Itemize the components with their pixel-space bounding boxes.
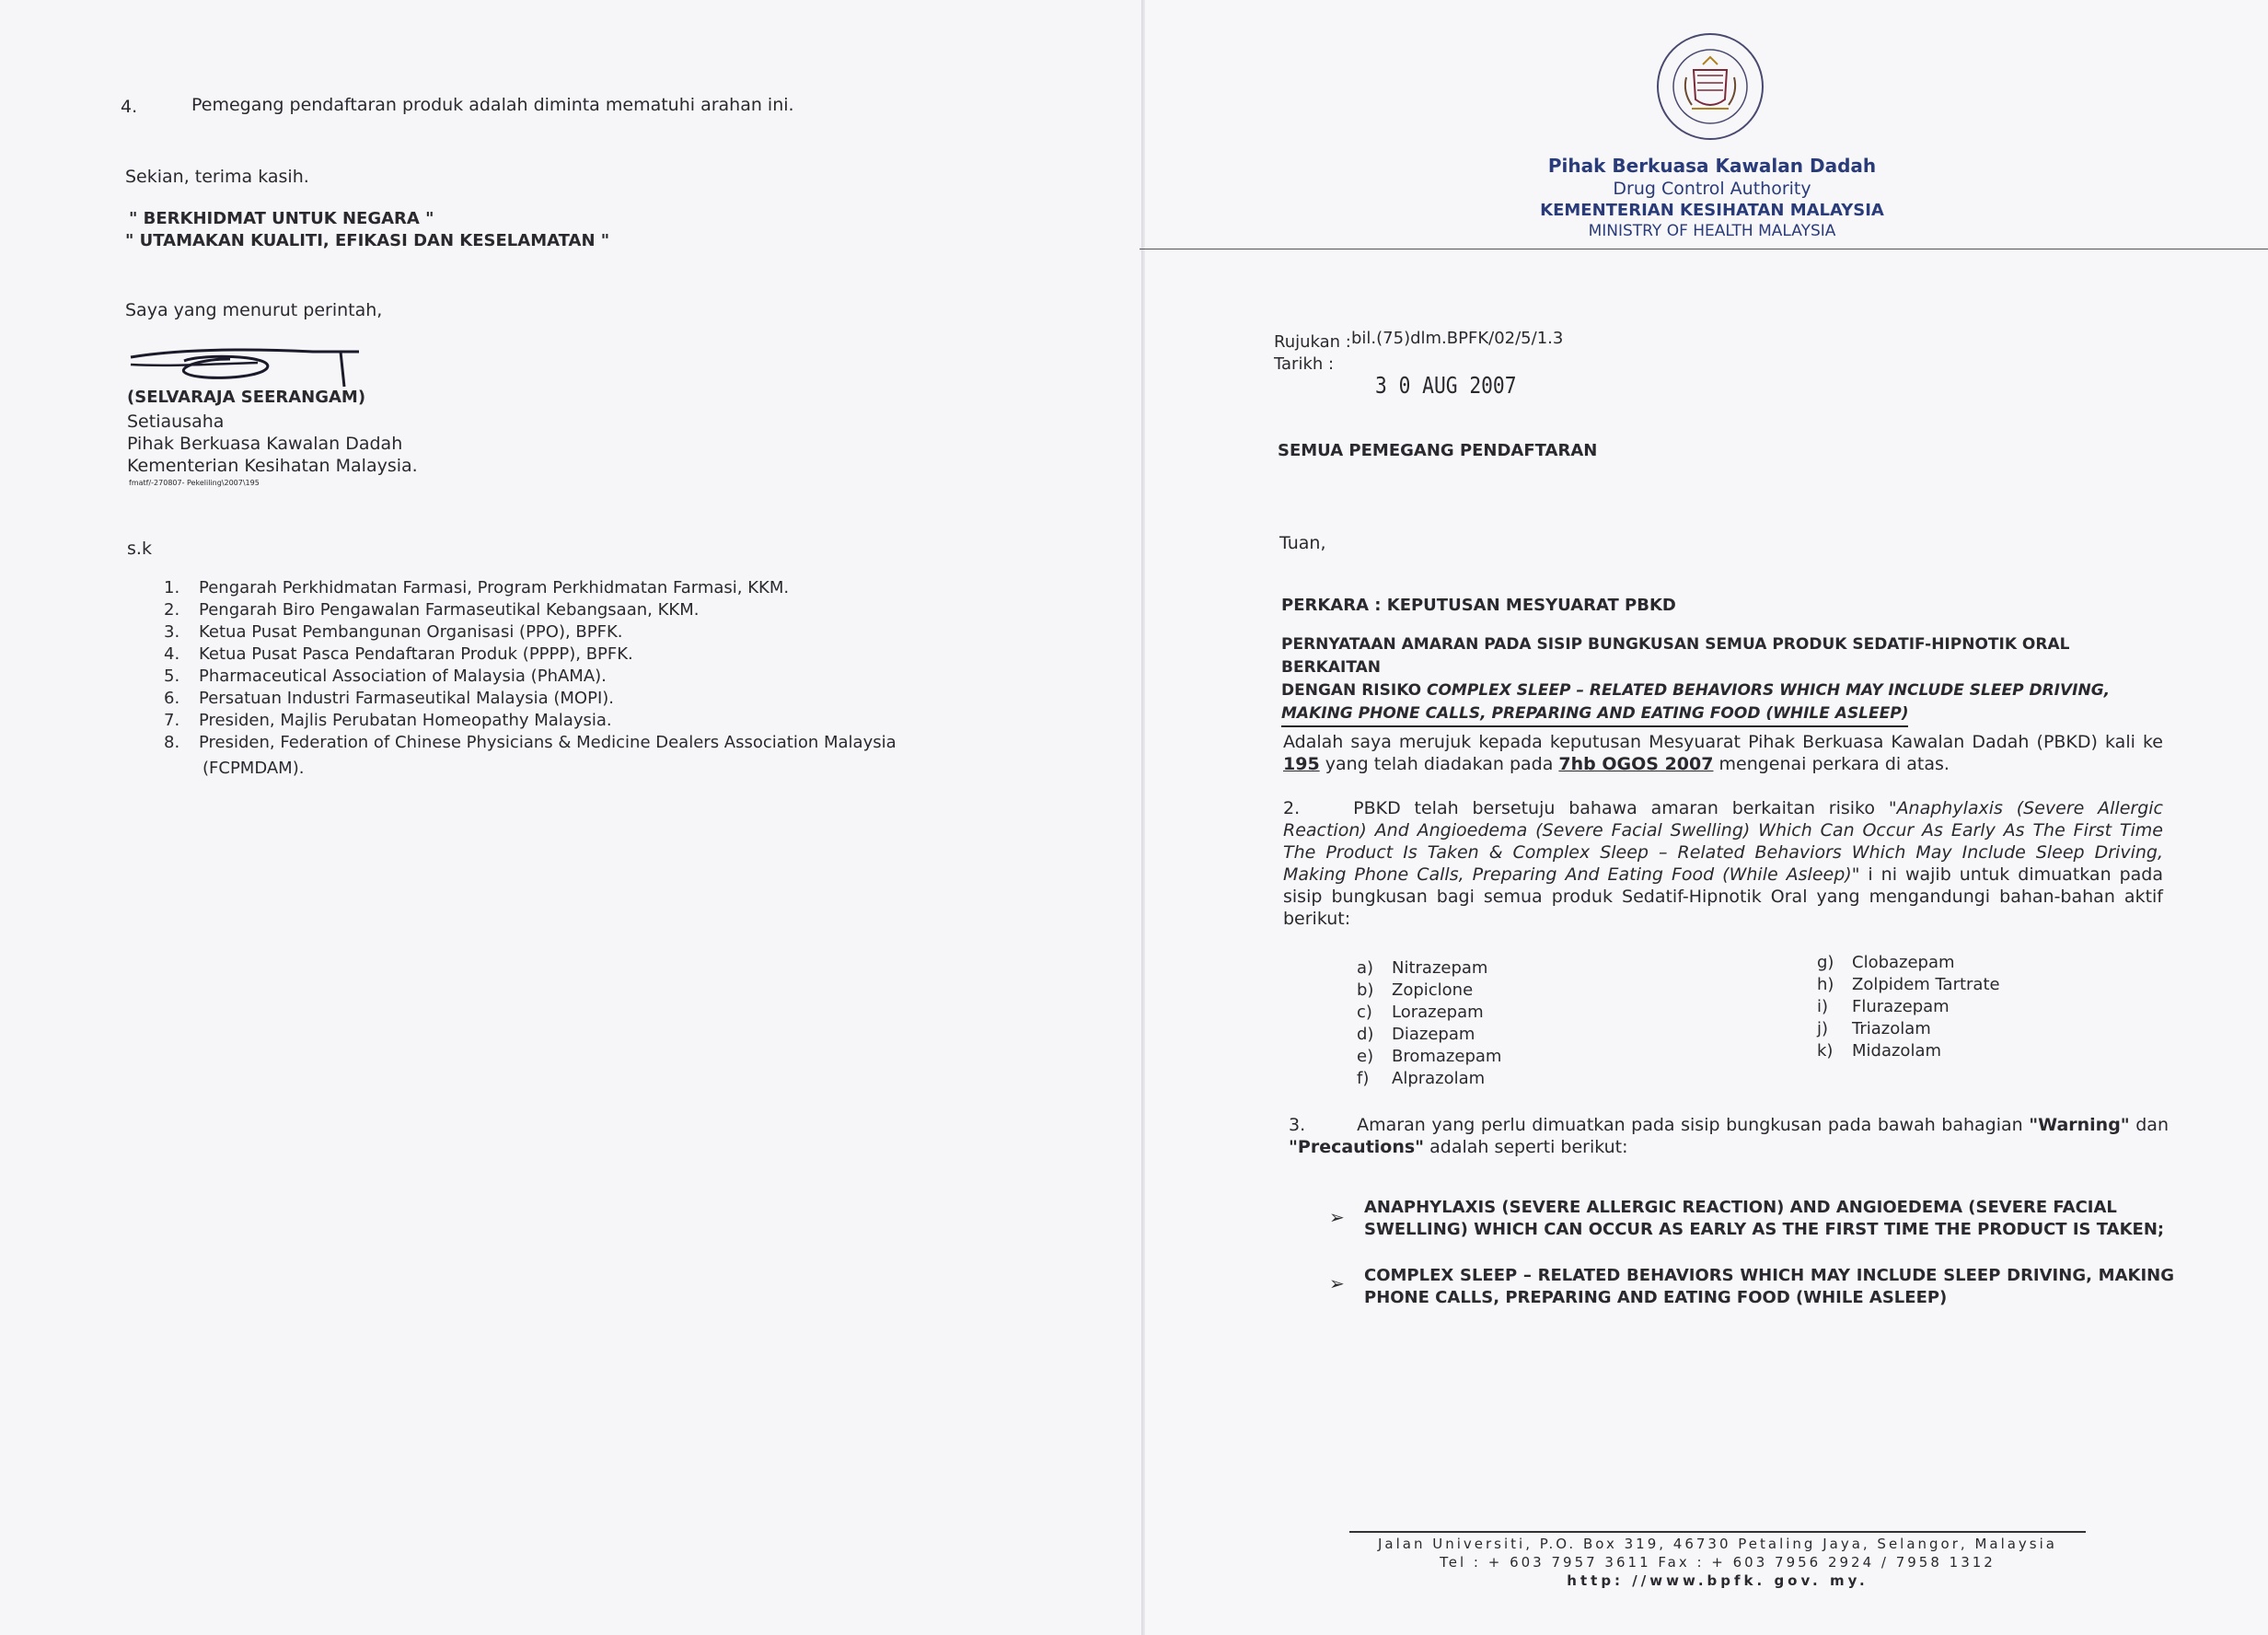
cc-item-number: 8. — [164, 733, 180, 752]
paragraph-2 — [1283, 797, 2163, 930]
cc-list — [164, 577, 897, 754]
list-item — [164, 621, 897, 644]
list-item — [1357, 1002, 1501, 1024]
header-ministry-english: MINISTRY OF HEALTH MALAYSIA — [1588, 222, 1836, 240]
cc-item-text: Pengarah Biro Pengawalan Farmaseutikal Kebangsaan, KKM. — [199, 600, 700, 620]
cc-item-number: 6. — [164, 689, 180, 708]
drug-item-text: Zopiclone — [1392, 980, 1474, 1000]
list-item — [1817, 974, 2000, 996]
file-reference: fmatf/-270807- Pekeliling\2007\195 — [129, 479, 260, 487]
list-item — [164, 577, 897, 599]
drug-item-number: a) — [1357, 958, 1374, 978]
footer-address: Jalan Universiti, P.O. Box 319, 46730 Petaling Jaya, Selangor, Malaysia — [1378, 1536, 2057, 1552]
list-item — [164, 732, 897, 754]
letter-title-line-2 — [1281, 679, 2158, 702]
warning-section-label: "Warning" — [2029, 1115, 2130, 1135]
drug-item-text: Midazolam — [1852, 1041, 1942, 1061]
list-item — [1357, 1068, 1501, 1090]
letter-title — [1281, 633, 2158, 727]
signer-name: (SELVARAJA SEERANGAM) — [127, 388, 366, 407]
cc-item-number: 1. — [164, 578, 180, 597]
drug-item-text: Triazolam — [1852, 1019, 1931, 1038]
meeting-date: 7hb OGOS 2007 — [1558, 754, 1714, 774]
drug-item-text: Lorazepam — [1392, 1003, 1484, 1022]
para4-text: Pemegang pendaftaran produk adalah diminta mematuhi arahan ini. — [191, 95, 794, 115]
cc-item-number: 5. — [164, 667, 180, 686]
bullet-arrow-icon: ➢ — [1329, 1272, 1345, 1294]
header-org-malay: Pihak Berkuasa Kawalan Dadah — [1547, 155, 1877, 177]
cc-list-continuation: (FCPMDAM). — [202, 759, 305, 778]
cc-item-text: Pharmaceutical Association of Malaysia (PhAMA). — [199, 667, 607, 686]
cc-item-number: 7. — [164, 711, 180, 730]
paragraph-1 — [1283, 731, 2163, 775]
paragraph-2-number: 2. — [1283, 798, 1301, 818]
list-item — [1817, 1018, 2000, 1040]
drug-item-number: d) — [1357, 1025, 1374, 1044]
closing-text: Sekian, terima kasih. — [125, 167, 309, 187]
drug-item-number: c) — [1357, 1003, 1372, 1022]
footer-website: http: //www.bpfk. gov. my. — [1567, 1572, 1869, 1589]
cc-item-text: Presiden, Majlis Perubatan Homeopathy Malaysia. — [199, 711, 612, 730]
paragraph-1-text-a: Adalah saya merujuk kepada keputusan Mesyuarat Pihak Berkuasa Kawalan Dadah (PBKD) kali ke — [1283, 732, 2163, 752]
paragraph-3-text-c: adalah seperti berikut: — [1424, 1137, 1628, 1157]
signer-org-line-2: Kementerian Kesihatan Malaysia. — [127, 456, 418, 476]
date-label: Tarikh : — [1274, 354, 1335, 374]
warning-statement-2: COMPLEX SLEEP – RELATED BEHAVIORS WHICH MAY INCLUDE SLEEP DRIVING, MAKING PHONE CALLS, PREPARING AND EATING FOOD (WHILE ASLEEP) — [1364, 1266, 2174, 1307]
drug-item-text: Bromazepam — [1392, 1047, 1502, 1066]
drug-item-number: g) — [1817, 953, 1834, 972]
subject-line: PERKARA : KEPUTUSAN MESYUARAT PBKD — [1281, 596, 1676, 615]
cc-item-number: 2. — [164, 600, 180, 620]
list-item — [1357, 957, 1501, 980]
letter-title-line-2-plain: DENGAN RISIKO — [1281, 681, 1427, 700]
bullet-arrow-icon: ➢ — [1329, 1206, 1345, 1228]
date-stamp: 3 0 AUG 2007 — [1375, 372, 1517, 399]
paragraph-3-text-b: dan — [2135, 1115, 2169, 1135]
drug-item-text: Diazepam — [1392, 1025, 1475, 1044]
letter-title-line-3: MAKING PHONE CALLS, PREPARING AND EATING FOOD (WHILE ASLEEP) — [1281, 702, 1908, 727]
drug-list-right — [1817, 952, 2000, 1062]
list-item — [1817, 1040, 2000, 1062]
cc-item-text: Persatuan Industri Farmaseutikal Malaysia (MOPI). — [199, 689, 614, 708]
precautions-section-label: "Precautions" — [1289, 1137, 1425, 1157]
list-item — [1357, 1024, 1501, 1046]
list-item — [164, 710, 897, 732]
drug-item-number: k) — [1817, 1041, 1834, 1061]
signature-image — [129, 339, 368, 394]
paragraph-1-text-c: mengenai perkara di atas. — [1713, 754, 1950, 774]
paragraph-3-number: 3. — [1289, 1115, 1306, 1135]
cc-item-number: 4. — [164, 644, 180, 664]
list-item — [1357, 1046, 1502, 1068]
drug-item-text: Alprazolam — [1392, 1069, 1486, 1088]
drug-item-number: j) — [1817, 1019, 1829, 1038]
drug-item-number: f) — [1357, 1069, 1370, 1088]
paragraph-3-text-a: Amaran yang perlu dimuatkan pada sisip bungkusan pada bawah bahagian — [1357, 1115, 2030, 1135]
paragraph-3 — [1289, 1114, 2169, 1158]
reference-value: bil.(75)dlm.BPFK/02/5/1.3 — [1351, 329, 1564, 348]
paragraph-1-text-b: yang telah diadakan pada — [1319, 754, 1559, 774]
letter-title-line-1: PERNYATAAN AMARAN PADA SISIP BUNGKUSAN SEMUA PRODUK SEDATIF-HIPNOTIK ORAL BERKAITAN — [1281, 635, 2070, 677]
meeting-number: 195 — [1283, 754, 1320, 774]
drug-item-number: e) — [1357, 1047, 1374, 1066]
list-item — [1357, 980, 1501, 1002]
drug-item-text: Zolpidem Tartrate — [1852, 975, 2000, 994]
cc-label: s.k — [127, 539, 152, 559]
cc-item-number: 3. — [164, 622, 180, 642]
drug-item-number: i) — [1817, 997, 1829, 1016]
list-item — [164, 666, 897, 688]
paragraph-2-warning-italic: Anaphylaxis (Severe Allergic Reaction) And Angioedema (Severe Facial Swelling) Which Can Occur As Early As The First Time The Product Is Taken & Complex Sleep – Related Behaviors Which May Include Sleep Driving, Making Phone Calls, Preparing And Eating Food (While Asleep) — [1283, 798, 2163, 885]
signer-title: Setiausaha — [127, 412, 225, 432]
motto-line-2: " UTAMAKAN KUALITI, EFIKASI DAN KESELAMATAN " — [125, 231, 610, 250]
drug-item-number: b) — [1357, 980, 1374, 1000]
signer-org-line-1: Pihak Berkuasa Kawalan Dadah — [127, 434, 403, 454]
list-item — [164, 599, 897, 621]
by-order-text: Saya yang menurut perintah, — [125, 300, 383, 320]
list-item — [164, 644, 897, 666]
drug-item-number: h) — [1817, 975, 1834, 994]
header-ministry-malay: KEMENTERIAN KESIHATAN MALAYSIA — [1540, 201, 1884, 220]
drug-item-text: Nitrazepam — [1392, 958, 1488, 978]
addressee: SEMUA PEMEGANG PENDAFTARAN — [1278, 441, 1598, 460]
list-item — [164, 688, 897, 710]
drug-item-text: Clobazepam — [1852, 953, 1955, 972]
list-item — [1817, 952, 2000, 974]
cc-item-text: Ketua Pusat Pembangunan Organisasi (PPO), BPFK. — [199, 622, 623, 642]
footer-divider — [1349, 1531, 2086, 1533]
letter-title-line-2-italic: COMPLEX SLEEP – RELATED BEHAVIORS WHICH MAY INCLUDE SLEEP DRIVING, — [1426, 681, 2111, 700]
para4-number: 4. — [121, 97, 138, 117]
motto-line-1: " BERKHIDMAT UNTUK NEGARA " — [129, 209, 434, 228]
footer-phone-fax: Tel : + 603 7957 3611 Fax : + 603 7956 2924 / 7958 1312 — [1440, 1554, 1996, 1571]
cc-item-text: Ketua Pusat Pasca Pendaftaran Produk (PPPP), BPFK. — [199, 644, 633, 664]
warning-statement-1: ANAPHYLAXIS (SEVERE ALLERGIC REACTION) AND ANGIOEDEMA (SEVERE FACIAL SWELLING) WHICH CAN OCCUR AS EARLY AS THE FIRST TIME THE PRODUCT IS TAKEN; — [1364, 1198, 2165, 1239]
reference-label: Rujukan : — [1274, 332, 1351, 352]
header-org-english: Drug Control Authority — [1613, 179, 1811, 199]
malaysia-crest-logo — [1655, 31, 1765, 142]
cc-item-text: Pengarah Perkhidmatan Farmasi, Program Perkhidmatan Farmasi, KKM. — [199, 578, 790, 597]
drug-list-left — [1357, 957, 1502, 1090]
drug-item-text: Flurazepam — [1852, 997, 1950, 1016]
list-item — [1817, 996, 2000, 1018]
salutation: Tuan, — [1279, 533, 1326, 553]
paragraph-2-text-b: " i ni wajib untuk dimuatkan pada sisip bungkusan bagi semua produk Sedatif-Hipnotik Oral yang mengandungi bahan-bahan aktif berikut: — [1283, 864, 2164, 929]
paragraph-2-text-a: PBKD telah bersetuju bahawa amaran berkaitan risiko " — [1353, 798, 1897, 818]
cc-item-text: Presiden, Federation of Chinese Physicians & Medicine Dealers Association Malaysia — [199, 733, 897, 752]
